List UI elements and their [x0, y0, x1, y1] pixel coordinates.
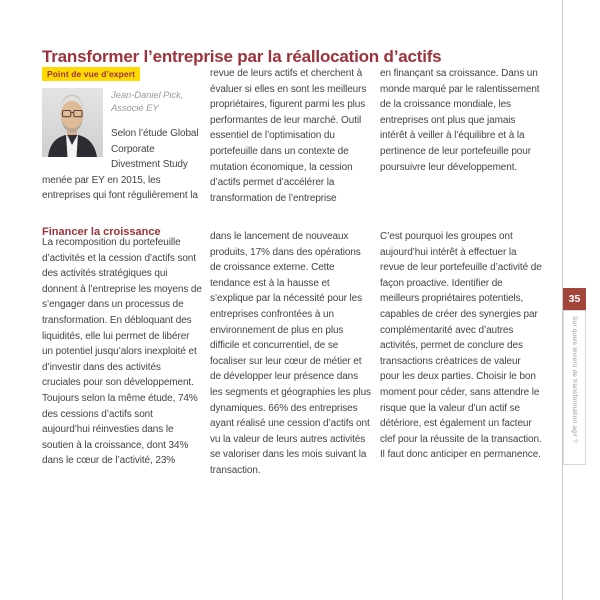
body-column-3: [380, 229, 542, 463]
expert-role: Associé EY: [111, 103, 159, 114]
person-portrait-icon: [42, 88, 103, 157]
expert-photo: [42, 88, 103, 157]
section-heading: Financer la croissance: [42, 226, 161, 239]
body-paragraph-3: C’est pourquoi les groupes ont aujourd’hui intérêt à effectuer la revue de leur portefeuille d’activité de façon proactive. Identifier de meilleurs propriétaires potentiels, capables de créer des synergies par complémentarité avec d’autres activités, permet de conclure des transactions créatrices de valeur pour les deux parties. Choisir le bon moment pour céder, sans attendre le risque que la valeur d’un actif se détériore, est également un facteur clef pour la réussite de la transaction. Il faut donc anticiper en permanence.: [380, 231, 542, 461]
intro-column-3: [380, 66, 542, 175]
intro-column-2: [210, 66, 372, 206]
expert-point-of-view-badge: Point de vue d’expert: [42, 67, 140, 81]
chapter-tab: [563, 310, 586, 465]
intro-paragraph-3: en finançant sa croissance. Dans un monde marqué par le ralentissement de la croissance mondiale, les entreprises ont plus que jamais intérêt à veiller à l’équilibre et à la pertinence de leur portefeuille pour poursuivre leur développement.: [380, 68, 540, 173]
expert-name: Jean-Daniel Pick,: [111, 90, 184, 101]
body-column-2: [210, 229, 372, 479]
body-column-1: [42, 235, 202, 469]
chapter-tab-label: Sur quels leviers de transformation agir ?: [571, 316, 578, 443]
intro-paragraph-1: Selon l’étude Global Corporate Divestment Study menée par EY en 2015, les entreprises qui font régulièrement la: [42, 128, 199, 202]
body-paragraph-2: dans le lancement de nouveaux produits, 17% dans des opérations de croissance externe. Cette tendance est à la hausse et s’explique par la nécessité pour les entreprises confrontées à un environnement de plus en plus difficile et concurrentiel, de se focaliser sur leur cœur de métier et de développer leur présence dans les segments et géographies les plus dynamiques. 66% des entreprises ayant réalisé une cession d’actifs ont vu la valeur de leurs autres activités se valoriser dans les mois suivant la transaction.: [210, 231, 371, 476]
intro-paragraph-2: revue de leurs actifs et cherchent à évaluer si elles en sont les meilleurs propriétaires, figurent parmi les plus performantes de leur marché. Outil essentiel de l’optimisation du portefeuille dans un contexte de mutation économique, la cession d’actifs permet d’accélérer la transformation de l’entreprise: [210, 68, 367, 204]
body-paragraph-1: La recomposition du portefeuille d’activités et la cession d’actifs sont des activités stratégiques qui donnent à l’entreprise les moyens de s’engager dans un processus de transformation. En débloquant des liquidités, elle lui permet de libérer un potentiel jusqu’alors inexploité et d’investir dans des activités cruciales pour son développement. Toujours selon la même étude, 74% des cessions d’actifs sont aujourd’hui réinvesties dans le soutien à la croissance, dont 34% dans le cœur de l’activité, 23%: [42, 237, 202, 467]
article-title: Transformer l’entreprise par la réallocation d’actifs: [42, 47, 442, 67]
intro-column-1: [42, 86, 202, 204]
page-number-badge: 35: [563, 288, 586, 310]
